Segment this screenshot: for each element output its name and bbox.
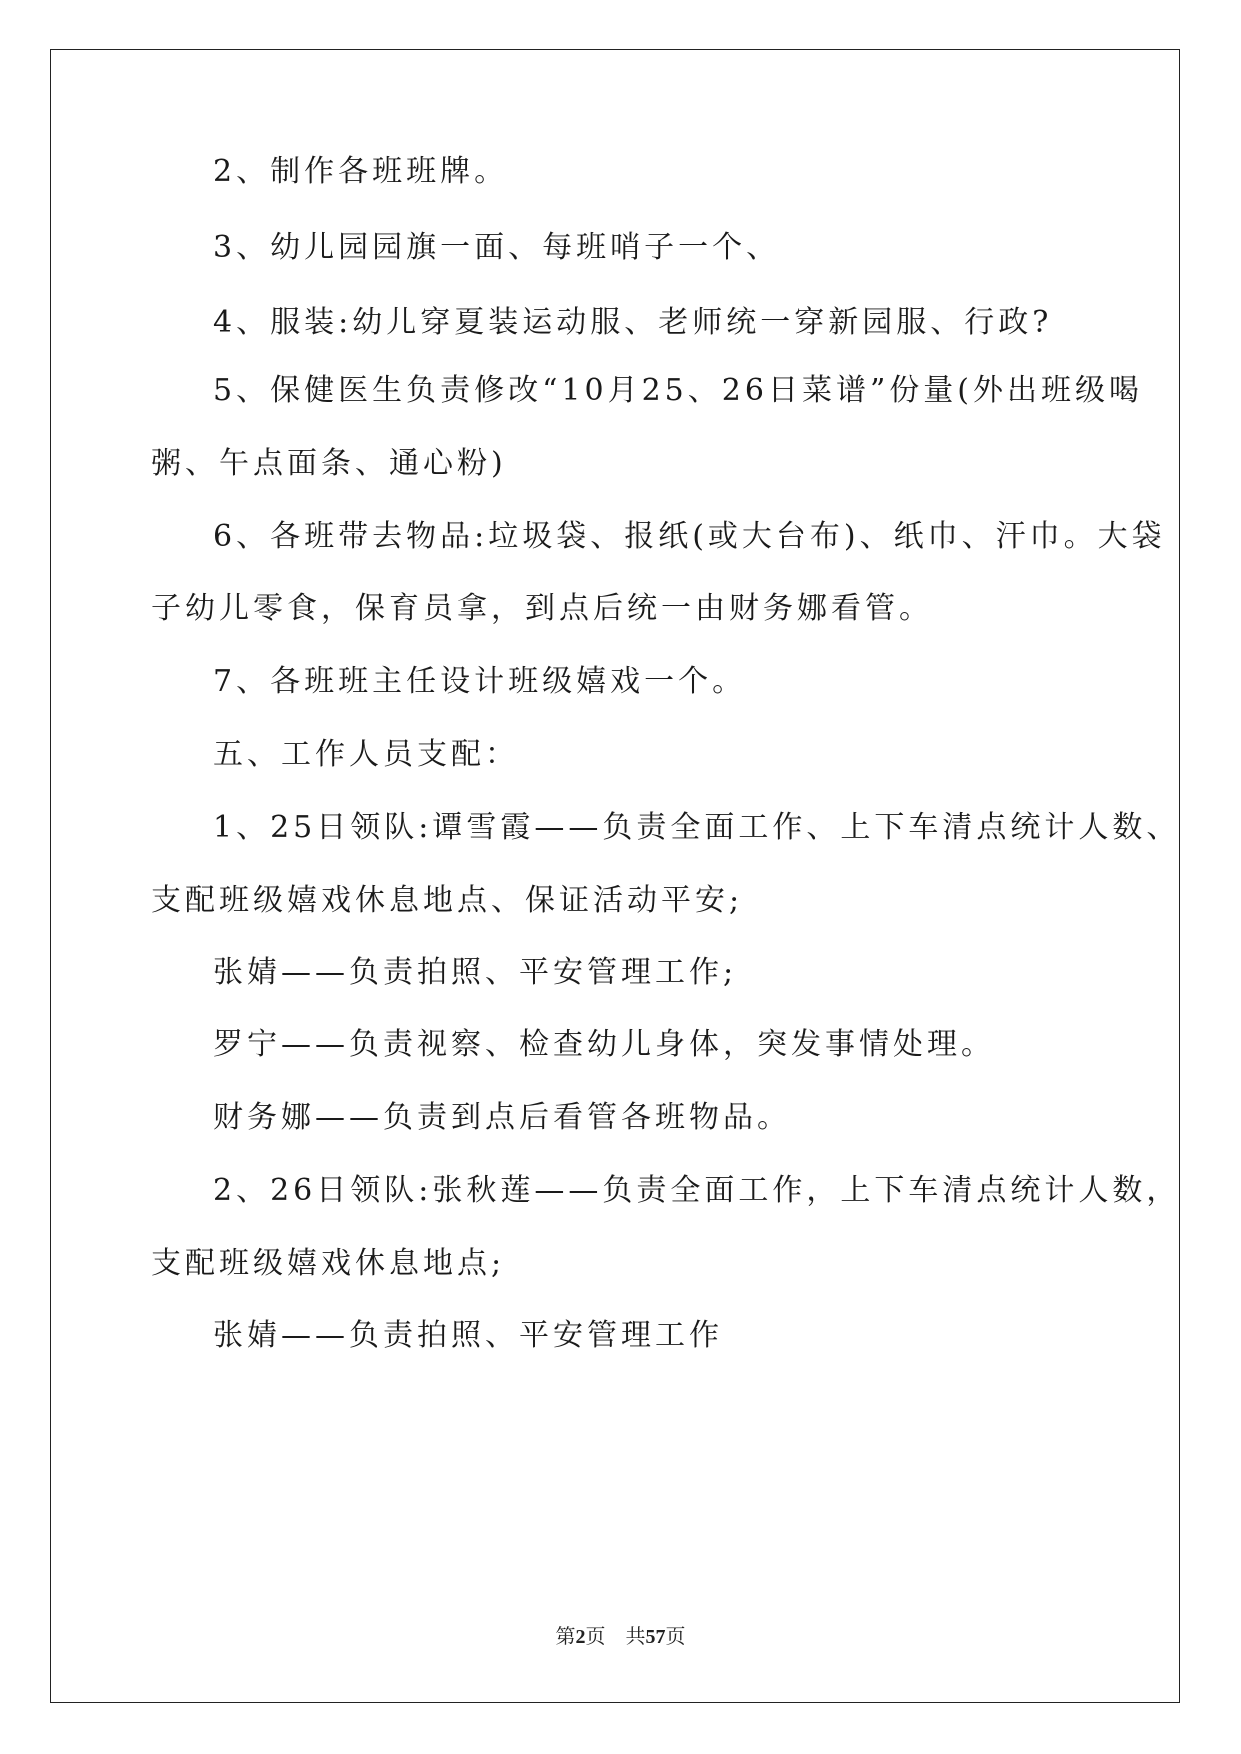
page-suffix: 页 xyxy=(585,1626,606,1648)
paragraph-line: 4、服装:幼儿穿夏装运动服、老师统一穿新园服、行政? xyxy=(213,305,1053,340)
paragraph-line: 支配班级嬉戏休息地点、保证活动平安; xyxy=(151,883,744,918)
total-suffix: 页 xyxy=(665,1626,686,1648)
page-prefix: 第 xyxy=(555,1626,576,1648)
paragraph-line: 3、幼儿园园旗一面、每班哨子一个、 xyxy=(213,230,781,265)
paragraph-line: 支配班级嬉戏休息地点; xyxy=(151,1246,506,1281)
paragraph-line: 5、保健医生负责修改“10月25、26日菜谱”份量(外出班级喝 xyxy=(213,373,1143,408)
paragraph-line: 7、各班班主任设计班级嬉戏一个。 xyxy=(213,664,747,699)
paragraph-line: 罗宁——负责视察、检查幼儿身体，突发事情处理。 xyxy=(213,1027,995,1062)
paragraph-line: 6、各班带去物品:垃圾袋、报纸(或大台布)、纸巾、汗巾。大袋 xyxy=(213,519,1166,554)
paragraph-line: 2、制作各班班牌。 xyxy=(213,154,509,189)
total-pages: 57 xyxy=(645,1626,666,1648)
page-frame xyxy=(50,49,1180,1703)
page-footer xyxy=(0,1625,1241,1649)
paragraph-line: 1、25日领队:谭雪霞——负责全面工作、上下车清点统计人数、 xyxy=(213,810,1181,845)
section-heading: 五、工作人员支配： xyxy=(213,737,519,772)
paragraph-line: 2、26日领队:张秋莲——负责全面工作，上下车清点统计人数， xyxy=(213,1173,1181,1208)
paragraph-line: 财务娜——负责到点后看管各班物品。 xyxy=(213,1100,791,1135)
page-number: 2 xyxy=(575,1626,586,1648)
total-prefix: 共 xyxy=(625,1626,646,1648)
paragraph-line: 粥、午点面条、通心粉) xyxy=(151,446,507,481)
paragraph-line: 张婧——负责拍照、平安管理工作; xyxy=(213,955,738,990)
paragraph-line: 张婧——负责拍照、平安管理工作 xyxy=(213,1318,723,1353)
paragraph-line: 子幼儿零食，保育员拿，到点后统一由财务娜看管。 xyxy=(151,591,933,626)
